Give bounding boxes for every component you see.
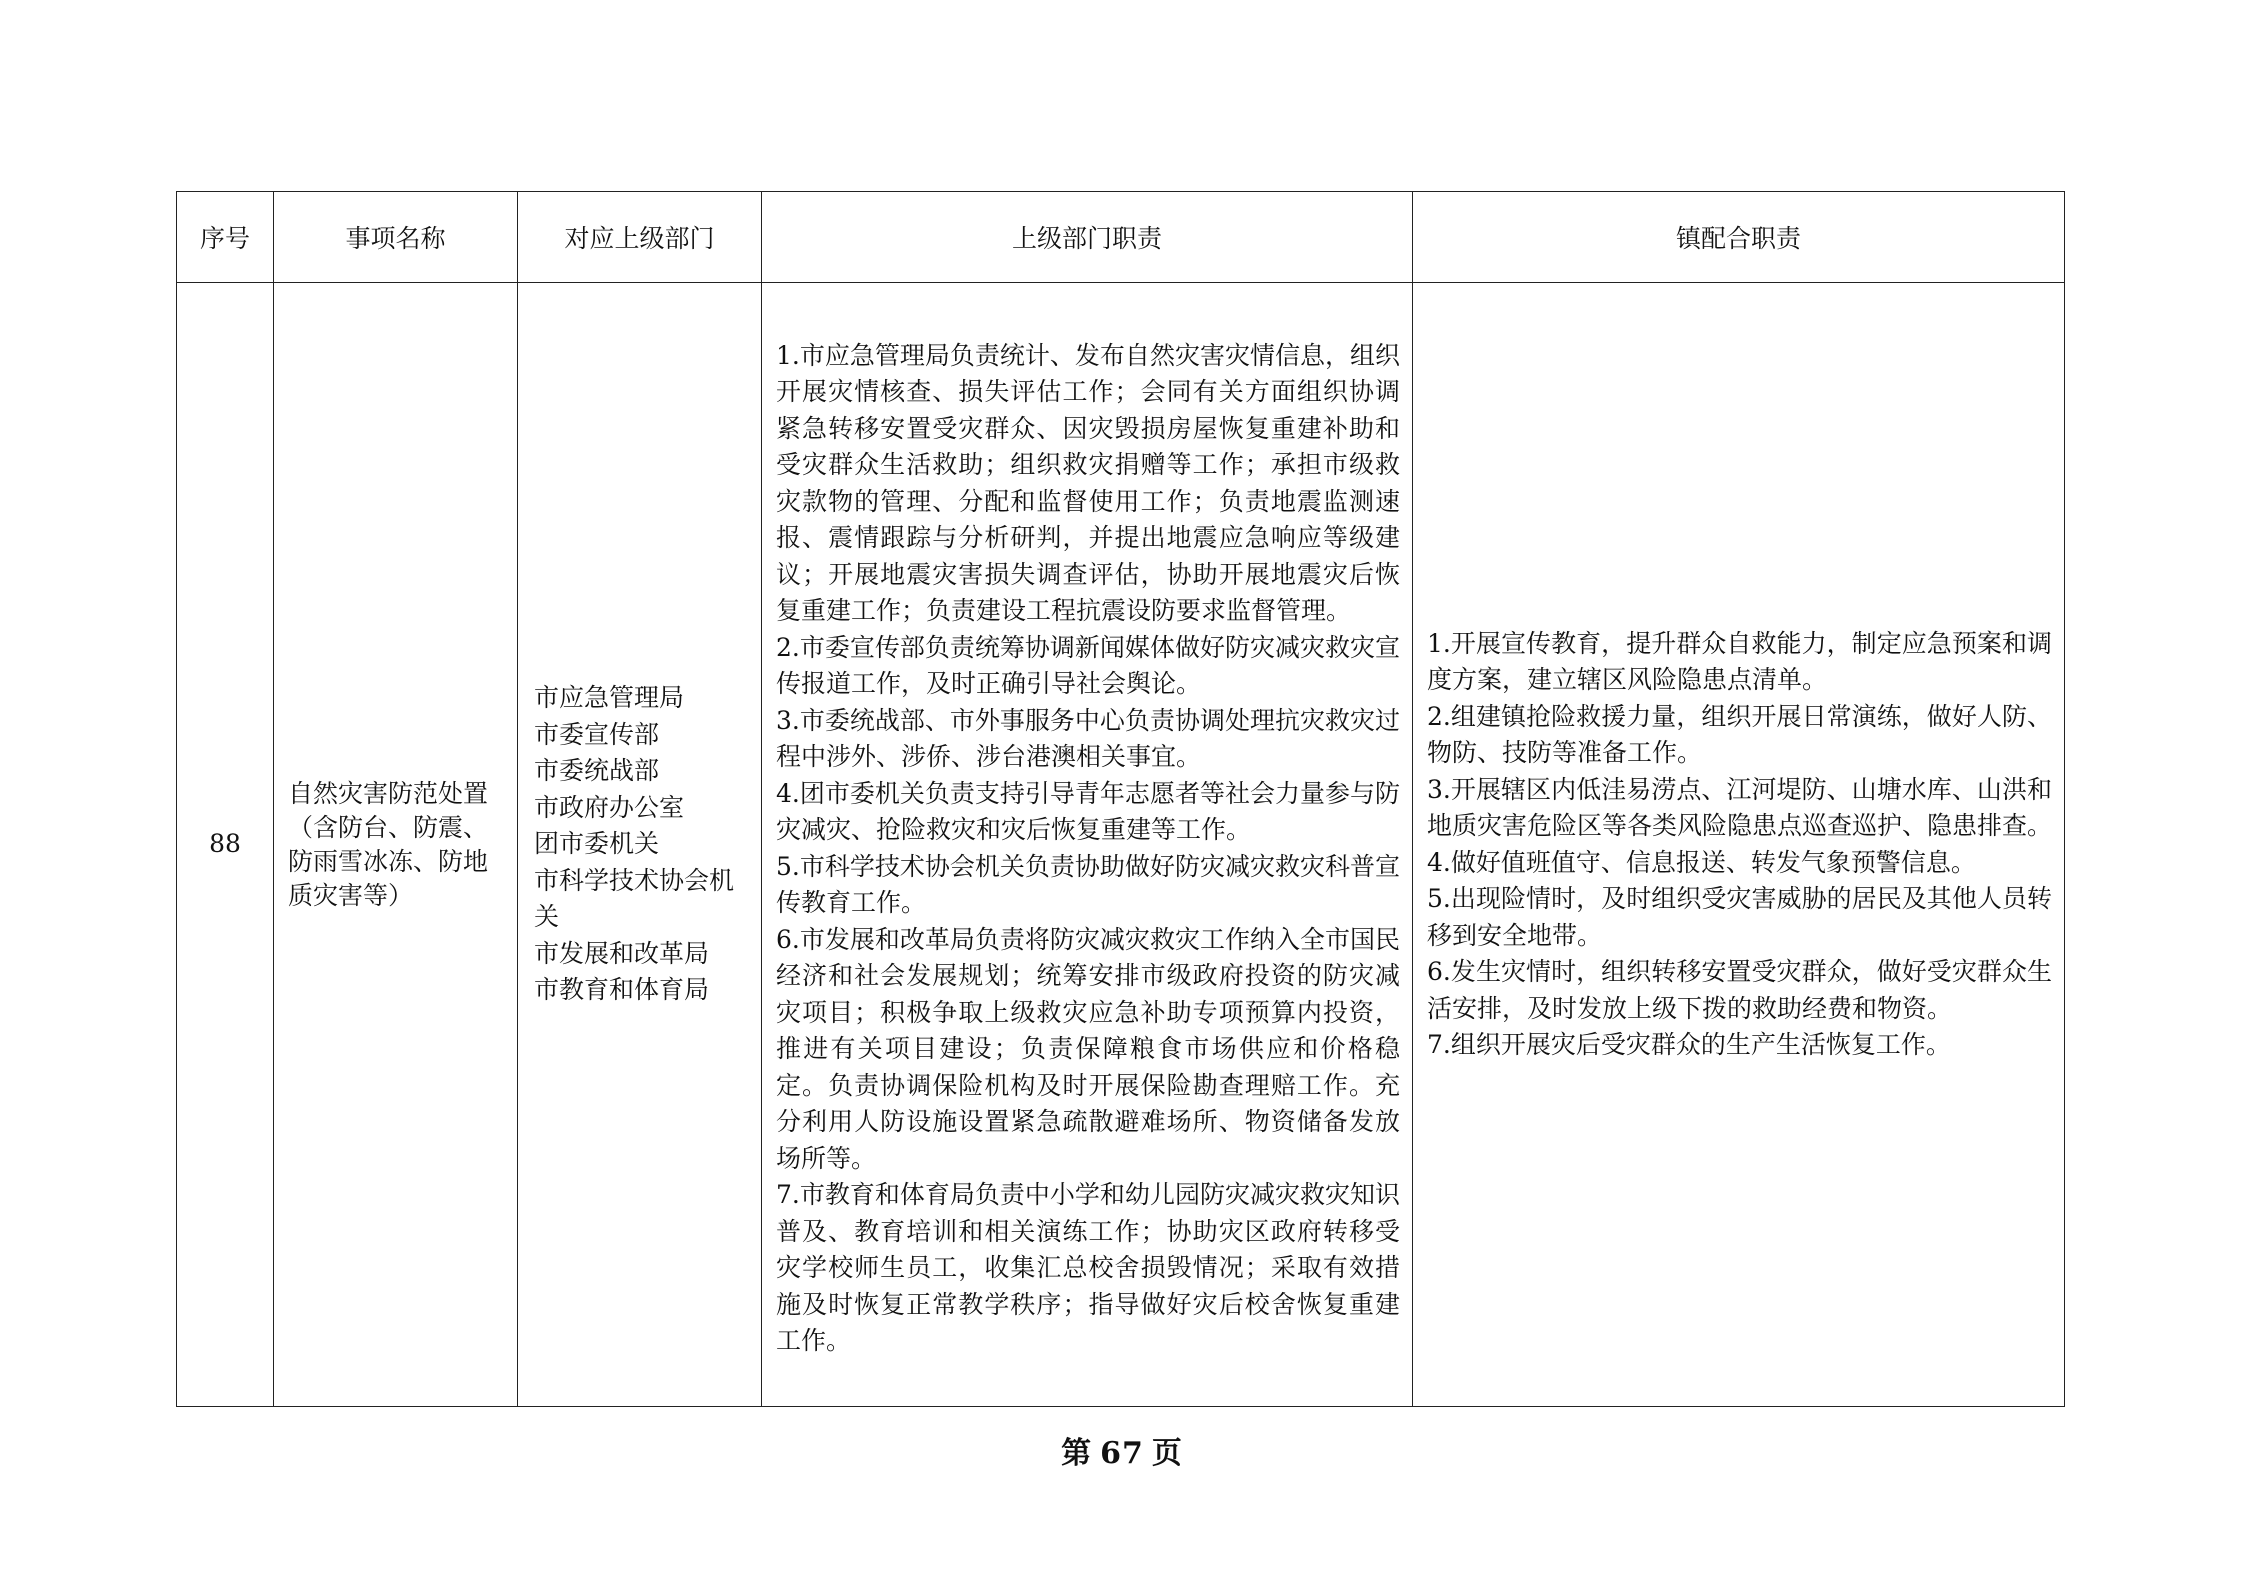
upper-duty-paragraph: 1.市应急管理局负责统计、发布自然灾害灾情信息，组织开展灾情核查、损失评估工作；会同有关方面组织协调紧急转移安置受灾群众、因灾毁损房屋恢复重建补助和受灾群众生活救助；组织救灾捐赠等工作；承担市级救灾款物的管理、分配和监督使用工作；负责地震监测速报、震情跟踪与分析研判，并提出地震应急响应等级建议；开展地震灾害损失调查评估，协助开展地震灾后恢复重建工作；负责建设工程抗震设防要求监督管理。 — [776, 340, 1400, 625]
department-item: 市委宣传部 — [534, 719, 660, 749]
town-duty-paragraph: 2.组建镇抢险救援力量，组织开展日常演练，做好人防、物防、技防等准备工作。 — [1427, 701, 2052, 767]
header-upper-department: 对应上级部门 — [518, 192, 762, 283]
town-duty-paragraph: 6.发生灾情时，组织转移安置受灾群众，做好受灾群众生活安排，及时发放上级下拨的救助经费和物资。 — [1427, 957, 2052, 1023]
header-town-duties: 镇配合职责 — [1413, 192, 2065, 283]
page-prefix: 第 — [1061, 1436, 1093, 1471]
page-number: 67 — [1100, 1436, 1144, 1471]
town-duty-paragraph: 7.组织开展灾后受灾群众的生产生活恢复工作。 — [1427, 1030, 1951, 1059]
header-serial-number: 序号 — [177, 192, 274, 283]
department-item: 市发展和改革局 — [534, 938, 710, 968]
upper-duty-paragraph: 2.市委宣传部负责统筹协调新闻媒体做好防灾减灾救灾宣传报道工作，及时正确引导社会舆论。 — [776, 632, 1400, 698]
cell-upper-duties — [762, 283, 1413, 1407]
town-duty-paragraph: 5.出现险情时，及时组织受灾害威胁的居民及其他人员转移到安全地带。 — [1427, 884, 2052, 950]
cell-town-duties — [1413, 283, 2065, 1407]
page-number-footer — [0, 1428, 2244, 1472]
header-upper-duties: 上级部门职责 — [762, 192, 1413, 283]
town-duty-paragraph: 1.开展宣传教育，提升群众自救能力，制定应急预案和调度方案，建立辖区风险隐患点清单。 — [1427, 628, 2052, 694]
department-item: 市政府办公室 — [534, 792, 685, 822]
cell-departments — [518, 283, 762, 1407]
upper-duty-paragraph: 6.市发展和改革局负责将防灾减灾救灾工作纳入全市国民经济和社会发展规划；统筹安排市级政府投资的防灾减灾项目；积极争取上级救灾应急补助专项预算内投资，推进有关项目建设；负责保障粮食市场供应和价格稳定。负责协调保险机构及时开展保险勘查理赔工作。充分利用人防设施设置紧急疏散避难场所、物资储备发放场所等。 — [776, 924, 1400, 1173]
upper-duty-paragraph: 5.市科学技术协会机关负责协助做好防灾减灾救灾科普宣传教育工作。 — [776, 851, 1400, 917]
department-item: 市委统战部 — [534, 756, 660, 786]
department-item: 市教育和体育局 — [534, 975, 710, 1005]
table-row — [177, 283, 2065, 1407]
cell-item-name: 自然灾害防范处置（含防台、防震、防雨雪冰冻、防地质灾害等） — [274, 283, 518, 1407]
page-suffix: 页 — [1151, 1436, 1183, 1471]
department-item: 市应急管理局 — [534, 683, 685, 713]
upper-duty-paragraph: 3.市委统战部、市外事服务中心负责协调处理抗灾救灾过程中涉外、涉侨、涉台港澳相关事宜。 — [776, 705, 1400, 771]
town-duty-paragraph: 4.做好值班值守、信息报送、转发气象预警信息。 — [1427, 847, 1976, 877]
department-item: 团市委机关 — [534, 829, 660, 859]
town-duty-paragraph: 3.开展辖区内低洼易涝点、江河堤防、山塘水库、山洪和地质灾害危险区等各类风险隐患点巡查巡护、隐患排查。 — [1427, 774, 2053, 840]
header-item-name: 事项名称 — [274, 192, 518, 283]
department-item: 市科学技术协会机关 — [534, 865, 735, 932]
duty-table — [176, 191, 2065, 1407]
cell-serial-number: 88 — [177, 283, 274, 1407]
upper-duty-paragraph: 7.市教育和体育局负责中小学和幼儿园防灾减灾救灾知识普及、教育培训和相关演练工作；协助灾区政府转移受灾学校师生员工，收集汇总校舍损毁情况；采取有效措施及时恢复正常教学秩序；指导做好灾后校舍恢复重建工作。 — [776, 1180, 1400, 1355]
upper-duty-paragraph: 4.团市委机关负责支持引导青年志愿者等社会力量参与防灾减灾、抢险救灾和灾后恢复重建等工作。 — [776, 778, 1400, 844]
table-header-row — [177, 192, 2065, 283]
